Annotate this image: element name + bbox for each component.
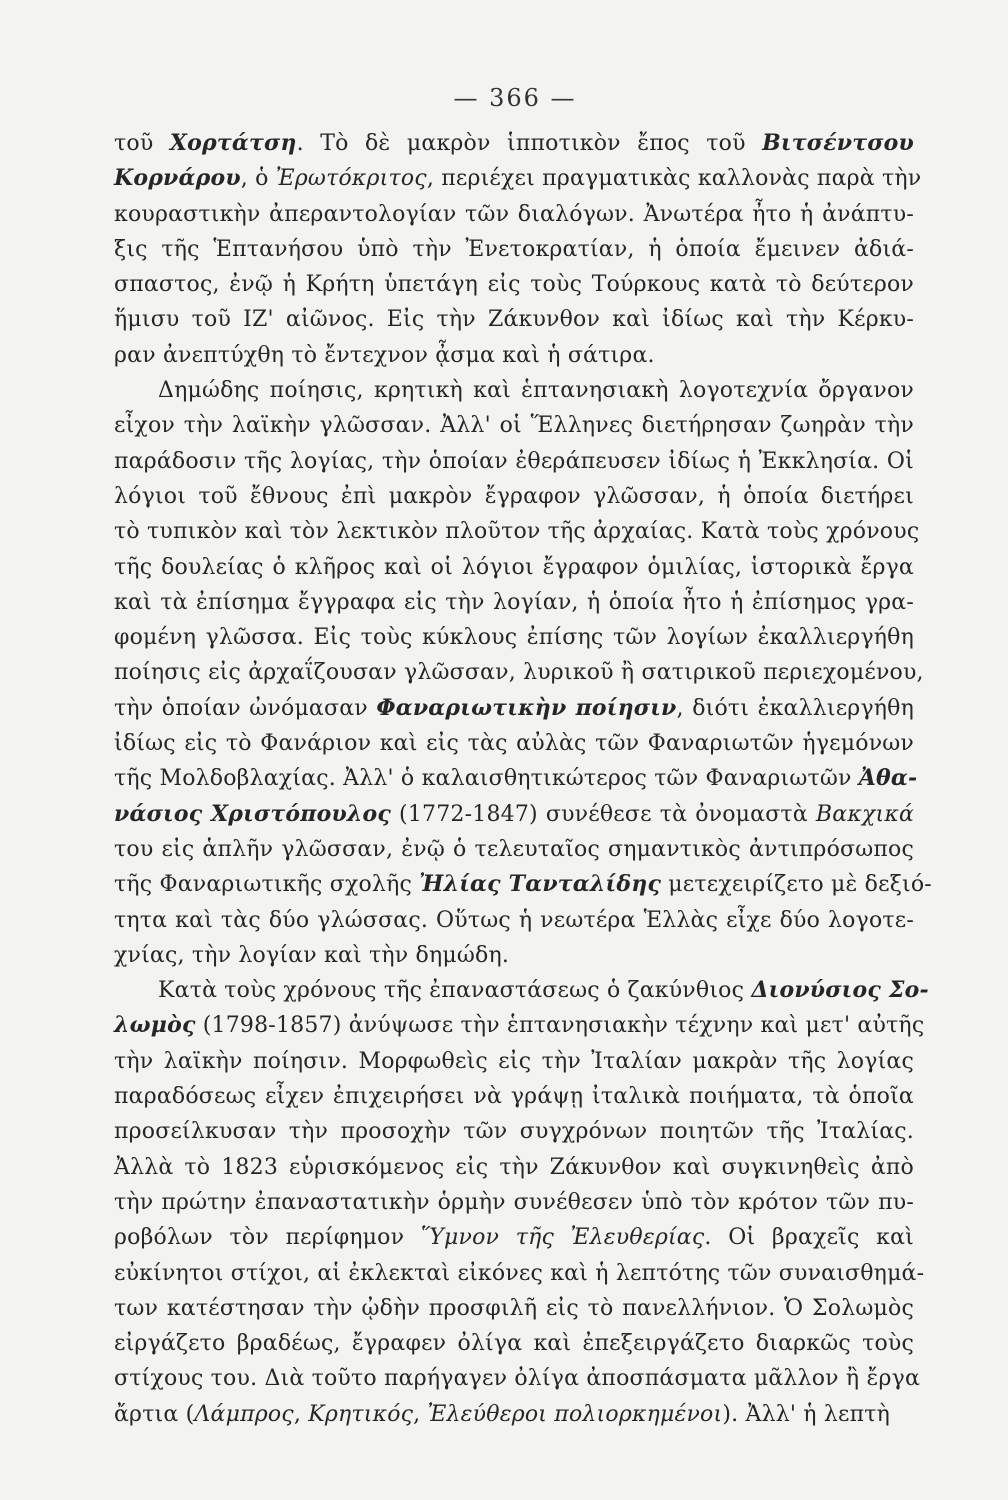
text-line: τὸ τυπικὸν καὶ τὸν λεκτικὸν πλοῦτον τῆς ἀρχαίας. Κατὰ τοὺς χρόνους <box>114 519 920 545</box>
text-line: τῆς Φαναριωτικῆς σχολῆς Ἠλίας Τανταλίδης μετεχειρίζετο μὲ δεξιό- <box>114 871 932 898</box>
page-number: — 366 — <box>453 84 577 112</box>
text-line: εἰργάζετο βραδέως, ἔγραφεν ὀλίγα καὶ ἐπεξειργάζετο διαρκῶς τοὺς <box>114 1331 914 1357</box>
text-line: χνίας, τὴν λογίαν καὶ τὴν δημώδη. <box>114 942 510 968</box>
text-line: ἥμισυ τοῦ ΙΖ' αἰῶνος. Εἰς τὴν Ζάκυνθον καὶ ἰδίως καὶ τὴν Κέρκυ- <box>114 307 914 333</box>
text-line: ἄρτια (Λάμπρος, Κρητικός, Ἐλεύθεροι πολιορκημένοι). Ἀλλ' ἡ λεπτὴ <box>114 1401 891 1427</box>
text-line: τὴν λαϊκὴν ποίησιν. Μορφωθεὶς εἰς τὴν Ἰταλίαν μακρὰν τῆς λογίας <box>114 1048 914 1074</box>
text-line: τοῦ Χορτάτση. Τὸ δὲ μακρὸν ἱπποτικὸν ἔπος τοῦ Βιτσέντσου <box>114 130 914 156</box>
text-line: κουραστικὴν ἀπεραντολογίαν τῶν διαλόγων. Ἀνωτέρα ἦτο ἡ ἀνάπτυ- <box>114 201 914 227</box>
text-line: παράδοσιν τῆς λογίας, τὴν ὁποίαν ἐθεράπευσεν ἰδίως ἡ Ἐκκλησία. Οἱ <box>114 448 914 474</box>
text-line: λόγιοι τοῦ ἔθνους ἐπὶ μακρὸν ἔγραφον γλῶσσαν, ἡ ὁποία διετήρει <box>114 483 914 509</box>
text-line: τητα καὶ τὰς δύο γλώσσας. Οὕτως ἡ νεωτέρα Ἑλλὰς εἶχε δύο λογοτε- <box>114 907 914 933</box>
text-line: εἶχον τὴν λαϊκὴν γλῶσσαν. Ἀλλ' οἱ Ἕλληνες διετήρησαν ζωηρὰν τὴν <box>114 413 914 439</box>
text-line: τὴν ὁποίαν ὠνόμασαν Φαναριωτικὴν ποίησιν, διότι ἐκαλλιεργήθη <box>114 694 914 721</box>
text-line: ξις τῆς Ἑπτανήσου ὑπὸ τὴν Ἐνετοκρατίαν, ἡ ὁποία ἔμεινεν ἀδιά- <box>114 236 914 262</box>
text-line: παραδόσεως εἶχεν ἐπιχειρήσει νὰ γράψῃ ἰταλικὰ ποιήματα, τὰ ὁποῖα <box>114 1084 914 1110</box>
text-line: ροβόλων τὸν περίφημον Ὕμνον τῆς Ἐλευθερίας. Οἱ βραχεῖς καὶ <box>114 1225 914 1251</box>
text-line: των κατέστησαν τὴν ᾠδὴν προσφιλῆ εἰς τὸ πανελλήνιον. Ὁ Σολωμὸς <box>114 1295 914 1321</box>
text-line: τὴν πρώτην ἐπαναστατικὴν ὁρμὴν συνέθεσεν ὑπὸ τὸν κρότον τῶν πυ- <box>114 1189 914 1215</box>
text-line: εὐκίνητοι στίχοι, αἱ ἐκλεκταὶ εἰκόνες καὶ ἡ λεπτότης τῶν συναισθημά- <box>114 1260 925 1286</box>
text-line: λωμὸς (1798-1857) ἀνύψωσε τὴν ἑπτανησιακὴν τέχνην καὶ μετ' αὐτῆς <box>114 1012 925 1039</box>
body-text <box>114 126 932 1432</box>
text-line: καὶ τὰ ἐπίσημα ἔγγραφα εἰς τὴν λογίαν, ἡ ὁποία ἦτο ἡ ἐπίσημος γρα- <box>114 589 914 615</box>
text-line: τῆς Μολδοβλαχίας. Ἀλλ' ὁ καλαισθητικώτερος τῶν Φαναριωτῶν Ἀθα- <box>114 765 918 792</box>
text-line: σπαστος, ἐνῷ ἡ Κρήτη ὑπετάγη εἰς τοὺς Τούρκους κατὰ τὸ δεύτερον <box>114 272 914 298</box>
text-line: φομένη γλῶσσα. Εἰς τοὺς κύκλους ἐπίσης τῶν λογίων ἐκαλλιεργήθη <box>114 625 914 651</box>
text-line: του εἰς ἁπλῆν γλῶσσαν, ἐνῷ ὁ τελευταῖος σημαντικὸς ἀντιπρόσωπος <box>114 836 914 862</box>
text-line: προσείλκυσαν τὴν προσοχὴν τῶν συγχρόνων ποιητῶν τῆς Ἰταλίας. <box>114 1119 914 1145</box>
text-line: ποίησις εἰς ἀρχαΐζουσαν γλῶσσαν, λυρικοῦ ἢ σατιρικοῦ περιεχομένου, <box>114 660 924 686</box>
text-line: Δημώδης ποίησις, κρητικὴ καὶ ἑπτανησιακὴ λογοτεχνία ὄργανον <box>158 378 914 404</box>
text-line: στίχους του. Διὰ τοῦτο παρήγαγεν ὀλίγα ἀποσπάσματα μᾶλλον ἢ ἔργα <box>114 1366 921 1392</box>
text-line: τῆς δουλείας ὁ κλῆρος καὶ οἱ λόγιοι ἔγραφον ὁμιλίας, ἱστορικὰ ἔργα <box>114 554 914 580</box>
text-line: ἰδίως εἰς τὸ Φανάριον καὶ εἰς τὰς αὐλὰς τῶν Φαναριωτῶν ἡγεμόνων <box>114 731 914 757</box>
text-line: Κορνάρου, ὁ Ἐρωτόκριτος, περιέχει πραγματικὰς καλλονὰς παρὰ τὴν <box>114 165 922 192</box>
text-line: ραν ἀνεπτύχθη τὸ ἔντεχνον ᾆσμα καὶ ἡ σάτιρα. <box>114 342 655 368</box>
text-line: Κατὰ τοὺς χρόνους τῆς ἐπαναστάσεως ὁ ζακύνθιος Διονύσιος Σο- <box>158 977 929 1004</box>
text-line: Ἀλλὰ τὸ 1823 εὑρισκόμενος εἰς τὴν Ζάκυνθον καὶ συγκινηθεὶς ἀπὸ <box>114 1154 914 1180</box>
text-line: νάσιος Χριστόπουλος (1772-1847) συνέθεσε τὰ ὀνομαστὰ Βακχικά <box>114 800 914 827</box>
